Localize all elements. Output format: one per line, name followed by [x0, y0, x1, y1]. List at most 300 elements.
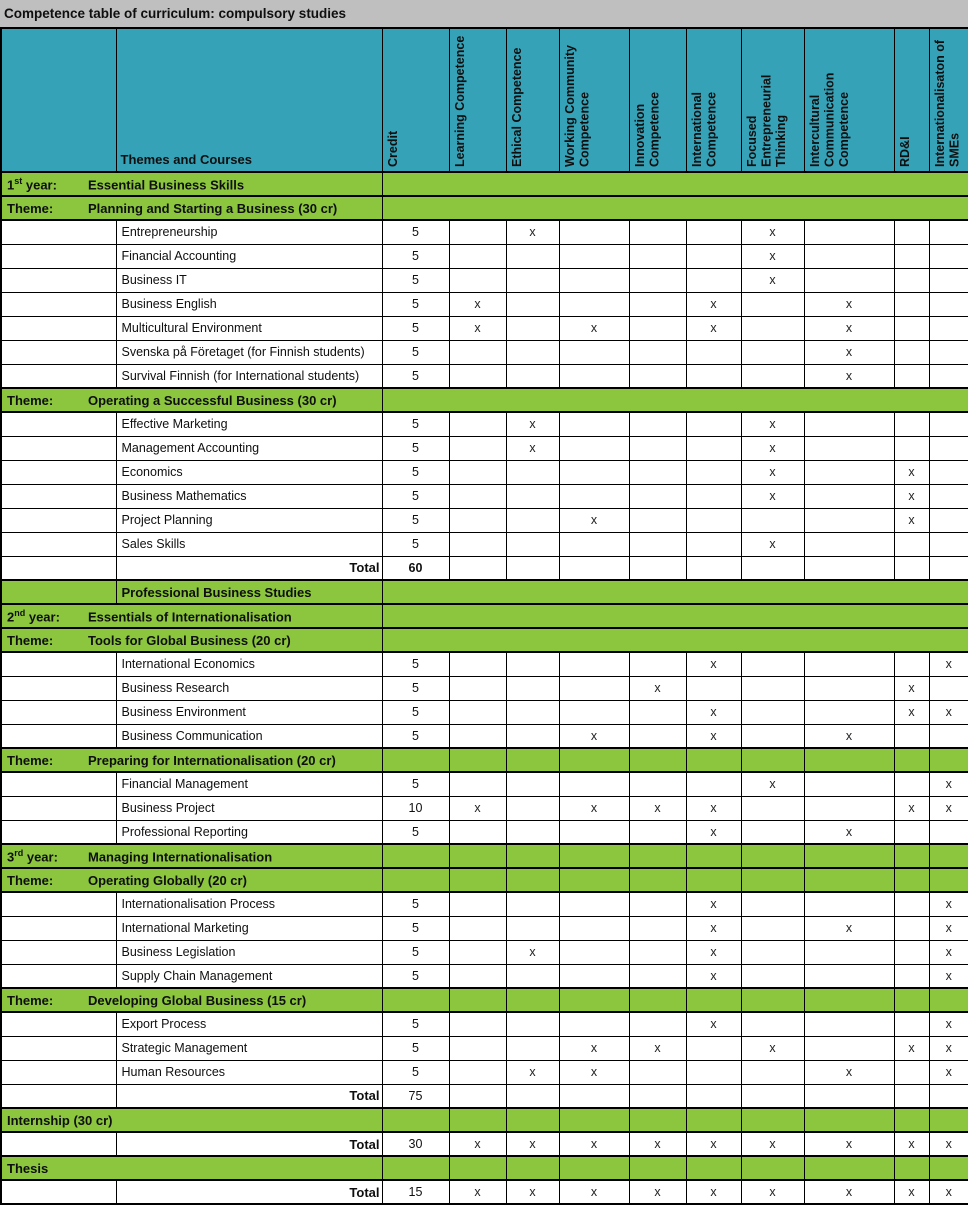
competence-mark-cell: x	[804, 916, 894, 940]
competence-mark-cell: x	[929, 652, 968, 676]
section-fill-cell	[629, 748, 686, 772]
section-year-cell	[1, 580, 116, 604]
total-label-cell: Total	[116, 556, 382, 580]
competence-mark-cell: x	[686, 700, 741, 724]
competence-mark-cell	[559, 340, 629, 364]
year-ordinal: rd	[14, 847, 24, 858]
course-row	[1, 316, 968, 340]
competence-mark-cell	[804, 1084, 894, 1108]
competence-mark-cell	[686, 484, 741, 508]
theme-prefix: Theme:	[7, 752, 54, 768]
competence-mark-cell	[629, 484, 686, 508]
credit-header-label: Credit	[385, 130, 400, 167]
competence-mark-cell	[686, 436, 741, 460]
competence-mark-cell	[741, 916, 804, 940]
competence-mark-cell	[894, 964, 929, 988]
competence-mark-cell: x	[741, 436, 804, 460]
competence-mark-cell: x	[804, 316, 894, 340]
competence-mark-cell	[894, 1060, 929, 1084]
competence-mark-cell	[559, 364, 629, 388]
competence-mark-cell: x	[559, 796, 629, 820]
competence-mark-cell	[629, 1012, 686, 1036]
column-header-competence	[449, 28, 506, 172]
course-row	[1, 484, 968, 508]
year-row	[1, 844, 968, 868]
year-ordinal: nd	[14, 607, 26, 618]
competence-mark-cell	[559, 1012, 629, 1036]
section-fill-cell	[629, 988, 686, 1012]
competence-mark-cell	[929, 508, 968, 532]
year-cell	[1, 220, 116, 244]
section-credit-cell	[382, 988, 449, 1012]
competence-mark-cell	[629, 772, 686, 796]
competence-mark-cell	[449, 1012, 506, 1036]
competence-mark-cell	[629, 556, 686, 580]
course-row	[1, 436, 968, 460]
credit-cell: 5	[382, 772, 449, 796]
total-row	[1, 1132, 968, 1156]
competence-mark-cell	[629, 532, 686, 556]
course-name-cell: Human Resources	[116, 1060, 382, 1084]
competence-mark-cell	[894, 724, 929, 748]
competence-mark-cell: x	[741, 1180, 804, 1204]
banner-title: Thesis	[1, 1156, 382, 1180]
competence-mark-cell	[506, 484, 559, 508]
credit-cell: 5	[382, 916, 449, 940]
competence-mark-cell	[506, 772, 559, 796]
competence-mark-cell	[741, 652, 804, 676]
competence-mark-cell	[449, 772, 506, 796]
total-label-cell: Total	[116, 1084, 382, 1108]
section-fill-cell	[686, 868, 741, 892]
credit-cell: 75	[382, 1084, 449, 1108]
competence-mark-cell	[741, 724, 804, 748]
section-fill-cell	[741, 1108, 804, 1132]
course-row	[1, 1012, 968, 1036]
competence-mark-cell: x	[894, 1036, 929, 1060]
theme-prefix: Theme:	[7, 992, 54, 1008]
competence-mark-cell	[929, 244, 968, 268]
competence-mark-cell: x	[894, 700, 929, 724]
competence-mark-cell	[741, 892, 804, 916]
competence-mark-cell	[686, 244, 741, 268]
competence-mark-cell: x	[929, 772, 968, 796]
section-fill-cell	[686, 1156, 741, 1180]
section-fill-cell	[559, 868, 629, 892]
section-fill-cell	[506, 868, 559, 892]
column-header-competence	[686, 28, 741, 172]
competence-mark-cell	[741, 676, 804, 700]
competence-mark-cell: x	[686, 652, 741, 676]
competence-mark-cell	[629, 1084, 686, 1108]
year-title: Managing Internationalisation	[88, 849, 273, 865]
year-cell	[1, 340, 116, 364]
year-label-cell	[1, 844, 382, 868]
year-cell	[1, 268, 116, 292]
competence-mark-cell: x	[741, 460, 804, 484]
competence-mark-cell	[506, 268, 559, 292]
section-title: Professional Business Studies	[116, 580, 382, 604]
competence-mark-cell	[449, 820, 506, 844]
competence-mark-cell	[629, 412, 686, 436]
course-name-cell: Effective Marketing	[116, 412, 382, 436]
competence-mark-cell	[929, 436, 968, 460]
section-fill-cell	[929, 868, 968, 892]
course-row	[1, 364, 968, 388]
competence-mark-cell	[506, 700, 559, 724]
section-fill-cell	[449, 1156, 506, 1180]
theme-row	[1, 628, 968, 652]
competence-mark-cell	[894, 340, 929, 364]
section-fill-cell	[894, 1108, 929, 1132]
credit-cell: 5	[382, 940, 449, 964]
competence-mark-cell	[804, 940, 894, 964]
competence-mark-cell	[629, 220, 686, 244]
credit-cell: 5	[382, 340, 449, 364]
competence-mark-cell	[804, 700, 894, 724]
section-fill-cell	[894, 868, 929, 892]
competence-mark-cell	[686, 268, 741, 292]
competence-mark-cell	[506, 460, 559, 484]
competence-mark-cell	[804, 412, 894, 436]
competence-mark-cell	[559, 700, 629, 724]
competence-mark-cell: x	[686, 916, 741, 940]
year-cell	[1, 364, 116, 388]
section-fill-cell	[629, 844, 686, 868]
section-fill-cell	[741, 868, 804, 892]
competence-mark-cell: x	[894, 1132, 929, 1156]
column-header-competence	[506, 28, 559, 172]
course-row	[1, 412, 968, 436]
credit-cell: 5	[382, 532, 449, 556]
competence-mark-cell	[929, 484, 968, 508]
section-fill-cell	[741, 1156, 804, 1180]
competence-mark-cell	[929, 268, 968, 292]
course-row	[1, 700, 968, 724]
section-fill-cell	[382, 628, 968, 652]
competence-mark-cell: x	[741, 412, 804, 436]
column-header-credit	[382, 28, 449, 172]
competence-mark-cell	[894, 892, 929, 916]
total-row	[1, 1180, 968, 1204]
competence-mark-cell	[449, 220, 506, 244]
section-fill-cell	[559, 1108, 629, 1132]
section-fill-cell	[804, 844, 894, 868]
year-cell	[1, 436, 116, 460]
section-fill-cell	[629, 868, 686, 892]
competence-mark-cell: x	[741, 772, 804, 796]
competence-mark-cell	[741, 700, 804, 724]
year-cell	[1, 940, 116, 964]
page-title: Competence table of curriculum: compulsory studies	[0, 0, 968, 27]
competence-mark-cell	[506, 556, 559, 580]
competence-mark-cell	[686, 532, 741, 556]
year-cell	[1, 316, 116, 340]
competence-mark-cell	[804, 796, 894, 820]
competence-mark-cell	[894, 916, 929, 940]
theme-prefix: Theme:	[7, 872, 54, 888]
banner-title: Internship (30 cr)	[1, 1108, 382, 1132]
year-title: Essential Business Skills	[88, 177, 245, 193]
section-fill-cell	[449, 868, 506, 892]
competence-header-label: Ethical Competence	[509, 47, 524, 167]
competence-mark-cell	[894, 244, 929, 268]
section-fill-cell	[382, 172, 968, 196]
competence-mark-cell	[804, 964, 894, 988]
competence-mark-cell: x	[506, 412, 559, 436]
competence-mark-cell: x	[741, 484, 804, 508]
section-fill-cell	[686, 988, 741, 1012]
course-row	[1, 892, 968, 916]
credit-cell: 5	[382, 700, 449, 724]
competence-mark-cell: x	[894, 676, 929, 700]
year-row	[1, 604, 968, 628]
competence-mark-cell: x	[741, 1036, 804, 1060]
competence-mark-cell	[741, 1012, 804, 1036]
competence-mark-cell	[506, 892, 559, 916]
competence-mark-cell	[741, 1060, 804, 1084]
course-row	[1, 460, 968, 484]
section-fill-cell	[629, 1108, 686, 1132]
credit-cell: 5	[382, 412, 449, 436]
credit-cell: 5	[382, 724, 449, 748]
competence-mark-cell: x	[449, 292, 506, 316]
competence-header-label: Intercultural Communication Competence	[807, 72, 851, 167]
credit-cell: 5	[382, 220, 449, 244]
section-fill-cell	[894, 988, 929, 1012]
competence-mark-cell	[506, 676, 559, 700]
competence-mark-cell	[894, 220, 929, 244]
competence-header-label: Working Community Competence	[562, 45, 591, 167]
competence-mark-cell: x	[559, 724, 629, 748]
competence-mark-cell: x	[686, 964, 741, 988]
course-name-cell: Business Project	[116, 796, 382, 820]
competence-mark-cell	[804, 460, 894, 484]
section-fill-cell	[382, 196, 968, 220]
year-number: 1	[7, 177, 15, 193]
competence-mark-cell	[804, 676, 894, 700]
competence-mark-cell	[559, 676, 629, 700]
course-row	[1, 220, 968, 244]
theme-row	[1, 988, 968, 1012]
section-fill-cell	[449, 988, 506, 1012]
competence-mark-cell	[559, 220, 629, 244]
competence-mark-cell	[506, 292, 559, 316]
competence-mark-cell	[629, 1060, 686, 1084]
credit-cell: 10	[382, 796, 449, 820]
section-fill-cell	[506, 1156, 559, 1180]
competence-mark-cell	[506, 244, 559, 268]
year-cell	[1, 460, 116, 484]
year-cell	[1, 484, 116, 508]
course-row	[1, 508, 968, 532]
competence-mark-cell: x	[929, 892, 968, 916]
competence-mark-cell	[449, 532, 506, 556]
course-row	[1, 532, 968, 556]
credit-cell: 30	[382, 1132, 449, 1156]
competence-mark-cell	[804, 772, 894, 796]
section-fill-cell	[559, 748, 629, 772]
table-header-row	[1, 28, 968, 172]
competence-header-label: Focused Entrepreneurial Thinking	[744, 74, 788, 167]
competence-header-label: Learning Competence	[452, 35, 467, 167]
section-fill-cell	[382, 388, 968, 412]
competence-mark-cell: x	[929, 916, 968, 940]
course-row	[1, 1036, 968, 1060]
competence-mark-cell	[506, 364, 559, 388]
competence-mark-cell: x	[686, 892, 741, 916]
competence-mark-cell	[741, 940, 804, 964]
course-row	[1, 340, 968, 364]
theme-title: Operating a Successful Business (30 cr)	[88, 392, 337, 408]
year-cell	[1, 532, 116, 556]
course-name-cell: Business Mathematics	[116, 484, 382, 508]
competence-mark-cell	[804, 244, 894, 268]
competence-mark-cell	[629, 268, 686, 292]
year-cell	[1, 724, 116, 748]
section-fill-cell	[804, 1108, 894, 1132]
competence-mark-cell: x	[804, 724, 894, 748]
competence-mark-cell	[506, 508, 559, 532]
theme-label-cell	[1, 748, 382, 772]
section-fill-cell	[559, 844, 629, 868]
competence-mark-cell	[929, 220, 968, 244]
theme-prefix: Theme:	[7, 392, 54, 408]
competence-mark-cell: x	[741, 220, 804, 244]
competence-mark-cell	[741, 796, 804, 820]
course-row	[1, 916, 968, 940]
competence-header-label: International Competence	[689, 91, 718, 167]
competence-mark-cell: x	[629, 1036, 686, 1060]
theme-prefix: Theme:	[7, 200, 54, 216]
course-name-cell: Business IT	[116, 268, 382, 292]
year-ordinal: st	[14, 175, 23, 186]
competence-mark-cell	[804, 508, 894, 532]
competence-mark-cell	[686, 772, 741, 796]
competence-mark-cell	[506, 820, 559, 844]
credit-cell: 5	[382, 508, 449, 532]
competence-mark-cell: x	[929, 1132, 968, 1156]
credit-cell: 60	[382, 556, 449, 580]
section-fill-cell	[894, 1156, 929, 1180]
competence-mark-cell	[449, 892, 506, 916]
year-cell	[1, 556, 116, 580]
competence-mark-cell	[929, 412, 968, 436]
column-header-competence	[894, 28, 929, 172]
competence-mark-cell	[506, 316, 559, 340]
year-number: 3	[7, 849, 15, 865]
section-credit-cell	[382, 868, 449, 892]
competence-mark-cell	[629, 724, 686, 748]
competence-mark-cell	[629, 700, 686, 724]
year-cell	[1, 1180, 116, 1204]
year-cell	[1, 292, 116, 316]
credit-cell: 5	[382, 292, 449, 316]
competence-mark-cell	[449, 1084, 506, 1108]
competence-mark-cell: x	[929, 1060, 968, 1084]
section-fill-cell	[506, 748, 559, 772]
credit-cell: 5	[382, 1012, 449, 1036]
banner-row	[1, 1108, 968, 1132]
competence-header-label: Internationalisaton of SMEs	[932, 39, 961, 167]
competence-mark-cell: x	[506, 1180, 559, 1204]
column-header-year-empty	[1, 28, 116, 172]
competence-mark-cell	[686, 1084, 741, 1108]
competence-mark-cell: x	[894, 460, 929, 484]
competence-mark-cell	[449, 940, 506, 964]
section-fill-cell	[449, 1108, 506, 1132]
competence-mark-cell	[449, 268, 506, 292]
competence-mark-cell	[449, 436, 506, 460]
competence-mark-cell	[449, 460, 506, 484]
competence-mark-cell	[629, 652, 686, 676]
competence-mark-cell	[559, 244, 629, 268]
competence-mark-cell: x	[894, 796, 929, 820]
theme-label-cell	[1, 388, 382, 412]
course-row	[1, 796, 968, 820]
credit-cell: 5	[382, 268, 449, 292]
year-cell	[1, 964, 116, 988]
credit-cell: 5	[382, 460, 449, 484]
competence-mark-cell	[686, 364, 741, 388]
section-fill-cell	[686, 1108, 741, 1132]
competence-mark-cell	[741, 292, 804, 316]
competence-mark-cell	[449, 412, 506, 436]
competence-mark-cell	[629, 364, 686, 388]
theme-title: Operating Globally (20 cr)	[88, 872, 247, 888]
year-cell	[1, 1084, 116, 1108]
competence-mark-cell: x	[804, 820, 894, 844]
year-cell	[1, 412, 116, 436]
competence-mark-cell: x	[741, 532, 804, 556]
course-name-cell: Project Planning	[116, 508, 382, 532]
competence-mark-cell	[894, 364, 929, 388]
competence-mark-cell: x	[929, 1180, 968, 1204]
competence-mark-cell	[559, 652, 629, 676]
course-name-cell: Entrepreneurship	[116, 220, 382, 244]
section-credit-cell	[382, 1156, 449, 1180]
credit-cell: 5	[382, 1036, 449, 1060]
competence-mark-cell	[894, 772, 929, 796]
credit-cell: 5	[382, 652, 449, 676]
theme-label-cell	[1, 196, 382, 220]
course-row	[1, 964, 968, 988]
course-row	[1, 724, 968, 748]
year-cell	[1, 652, 116, 676]
course-name-cell: Business English	[116, 292, 382, 316]
competence-mark-cell	[559, 892, 629, 916]
competence-mark-cell	[629, 340, 686, 364]
competence-mark-cell	[506, 724, 559, 748]
competence-mark-cell	[629, 244, 686, 268]
competence-mark-cell	[894, 436, 929, 460]
credit-cell: 15	[382, 1180, 449, 1204]
section-fill-cell	[506, 988, 559, 1012]
section-fill-cell	[686, 748, 741, 772]
competence-mark-cell	[449, 676, 506, 700]
competence-mark-cell: x	[686, 820, 741, 844]
competence-mark-cell	[894, 1084, 929, 1108]
credit-cell: 5	[382, 436, 449, 460]
competence-mark-cell	[449, 340, 506, 364]
course-name-cell: Survival Finnish (for International students)	[116, 364, 382, 388]
year-cell	[1, 508, 116, 532]
course-name-cell: International Economics	[116, 652, 382, 676]
competence-mark-cell	[506, 532, 559, 556]
competence-mark-cell	[449, 652, 506, 676]
section-fill-cell	[449, 844, 506, 868]
competence-mark-cell	[559, 964, 629, 988]
